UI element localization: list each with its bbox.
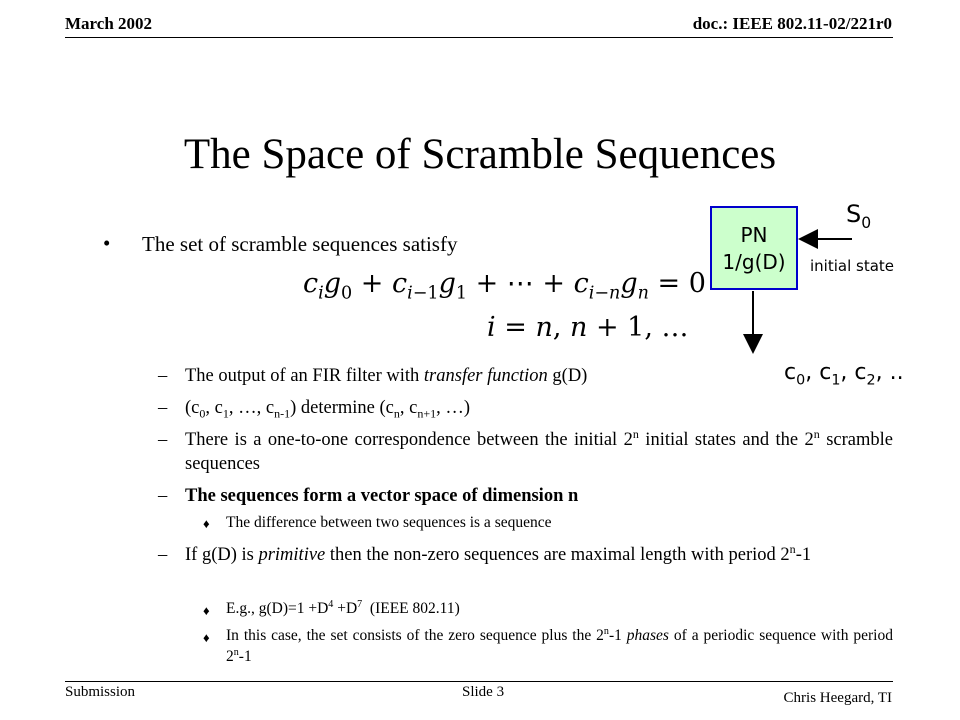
- item-difference: The difference between two sequences is a sequence: [226, 514, 552, 531]
- header-rule: [65, 37, 893, 38]
- main-bullet-text: The set of scramble sequences satisfy: [142, 232, 458, 256]
- footer-submission: Submission: [65, 684, 136, 700]
- dash-marker: –: [158, 545, 168, 565]
- item-phases: In this case, the set consists of the zero sequence plus the 2$^n$-1 phases of a periodic sequence with period 2$^n$-1: [226, 625, 893, 665]
- footer-rule: [65, 681, 893, 682]
- index-range-equation: i = n, n + 1, …: [487, 312, 689, 343]
- footer-slide-number: Slide 3: [462, 684, 505, 700]
- item-vector-space: The sequences form a vector space of dimension n: [185, 486, 579, 506]
- output-sequence-label: $c_0$, $c_1$, $c_2$, ..: [784, 360, 904, 389]
- diamond-marker: ♦: [203, 516, 210, 531]
- footer-author: Chris Heegard, TI: [783, 690, 892, 706]
- recurrence-equation: $c_ig_0 + c_{i-1}g_1$ + ⋯ + $c_{i-n}g_n = 0$: [303, 268, 706, 304]
- dash-marker: –: [158, 430, 168, 450]
- transfer-function-label: 1/g(D): [722, 250, 786, 274]
- dash-marker: –: [158, 486, 168, 506]
- header-doc-id: doc.: IEEE 802.11-02/221r0: [692, 14, 892, 33]
- item-determine: ($c_0$, $c_1$, …, $c_{n-1}$) determine ($c_n$, $c_{n+1}$, …): [185, 398, 471, 421]
- initial-state-caption: initial state: [810, 257, 895, 275]
- main-bullet-marker: •: [103, 231, 111, 255]
- slide-title: The Space of Scramble Sequences: [183, 131, 777, 178]
- pn-label: PN: [740, 223, 768, 247]
- item-primitive: If g(D) is primitive then the non-zero sequences are maximal length with period 2$^n$-1: [185, 541, 812, 565]
- diamond-marker: ♦: [203, 630, 210, 645]
- item-fir-filter: The output of an FIR filter with transfer function g(D): [185, 366, 588, 386]
- state-label: $S_0$: [846, 200, 872, 232]
- diagram-arrows: [690, 190, 910, 370]
- dash-marker: –: [158, 366, 168, 386]
- dash-marker: –: [158, 398, 168, 418]
- item-correspondence: There is a one-to-one correspondence between the initial 2$^n$ initial states and the 2$^n$ scramble sequences: [185, 426, 894, 474]
- item-example: E.g., $g(D)=1 +D^4 +D^7$ (IEEE 802.11): [226, 598, 460, 617]
- header-date: March 2002: [65, 14, 153, 33]
- diamond-marker: ♦: [203, 603, 210, 618]
